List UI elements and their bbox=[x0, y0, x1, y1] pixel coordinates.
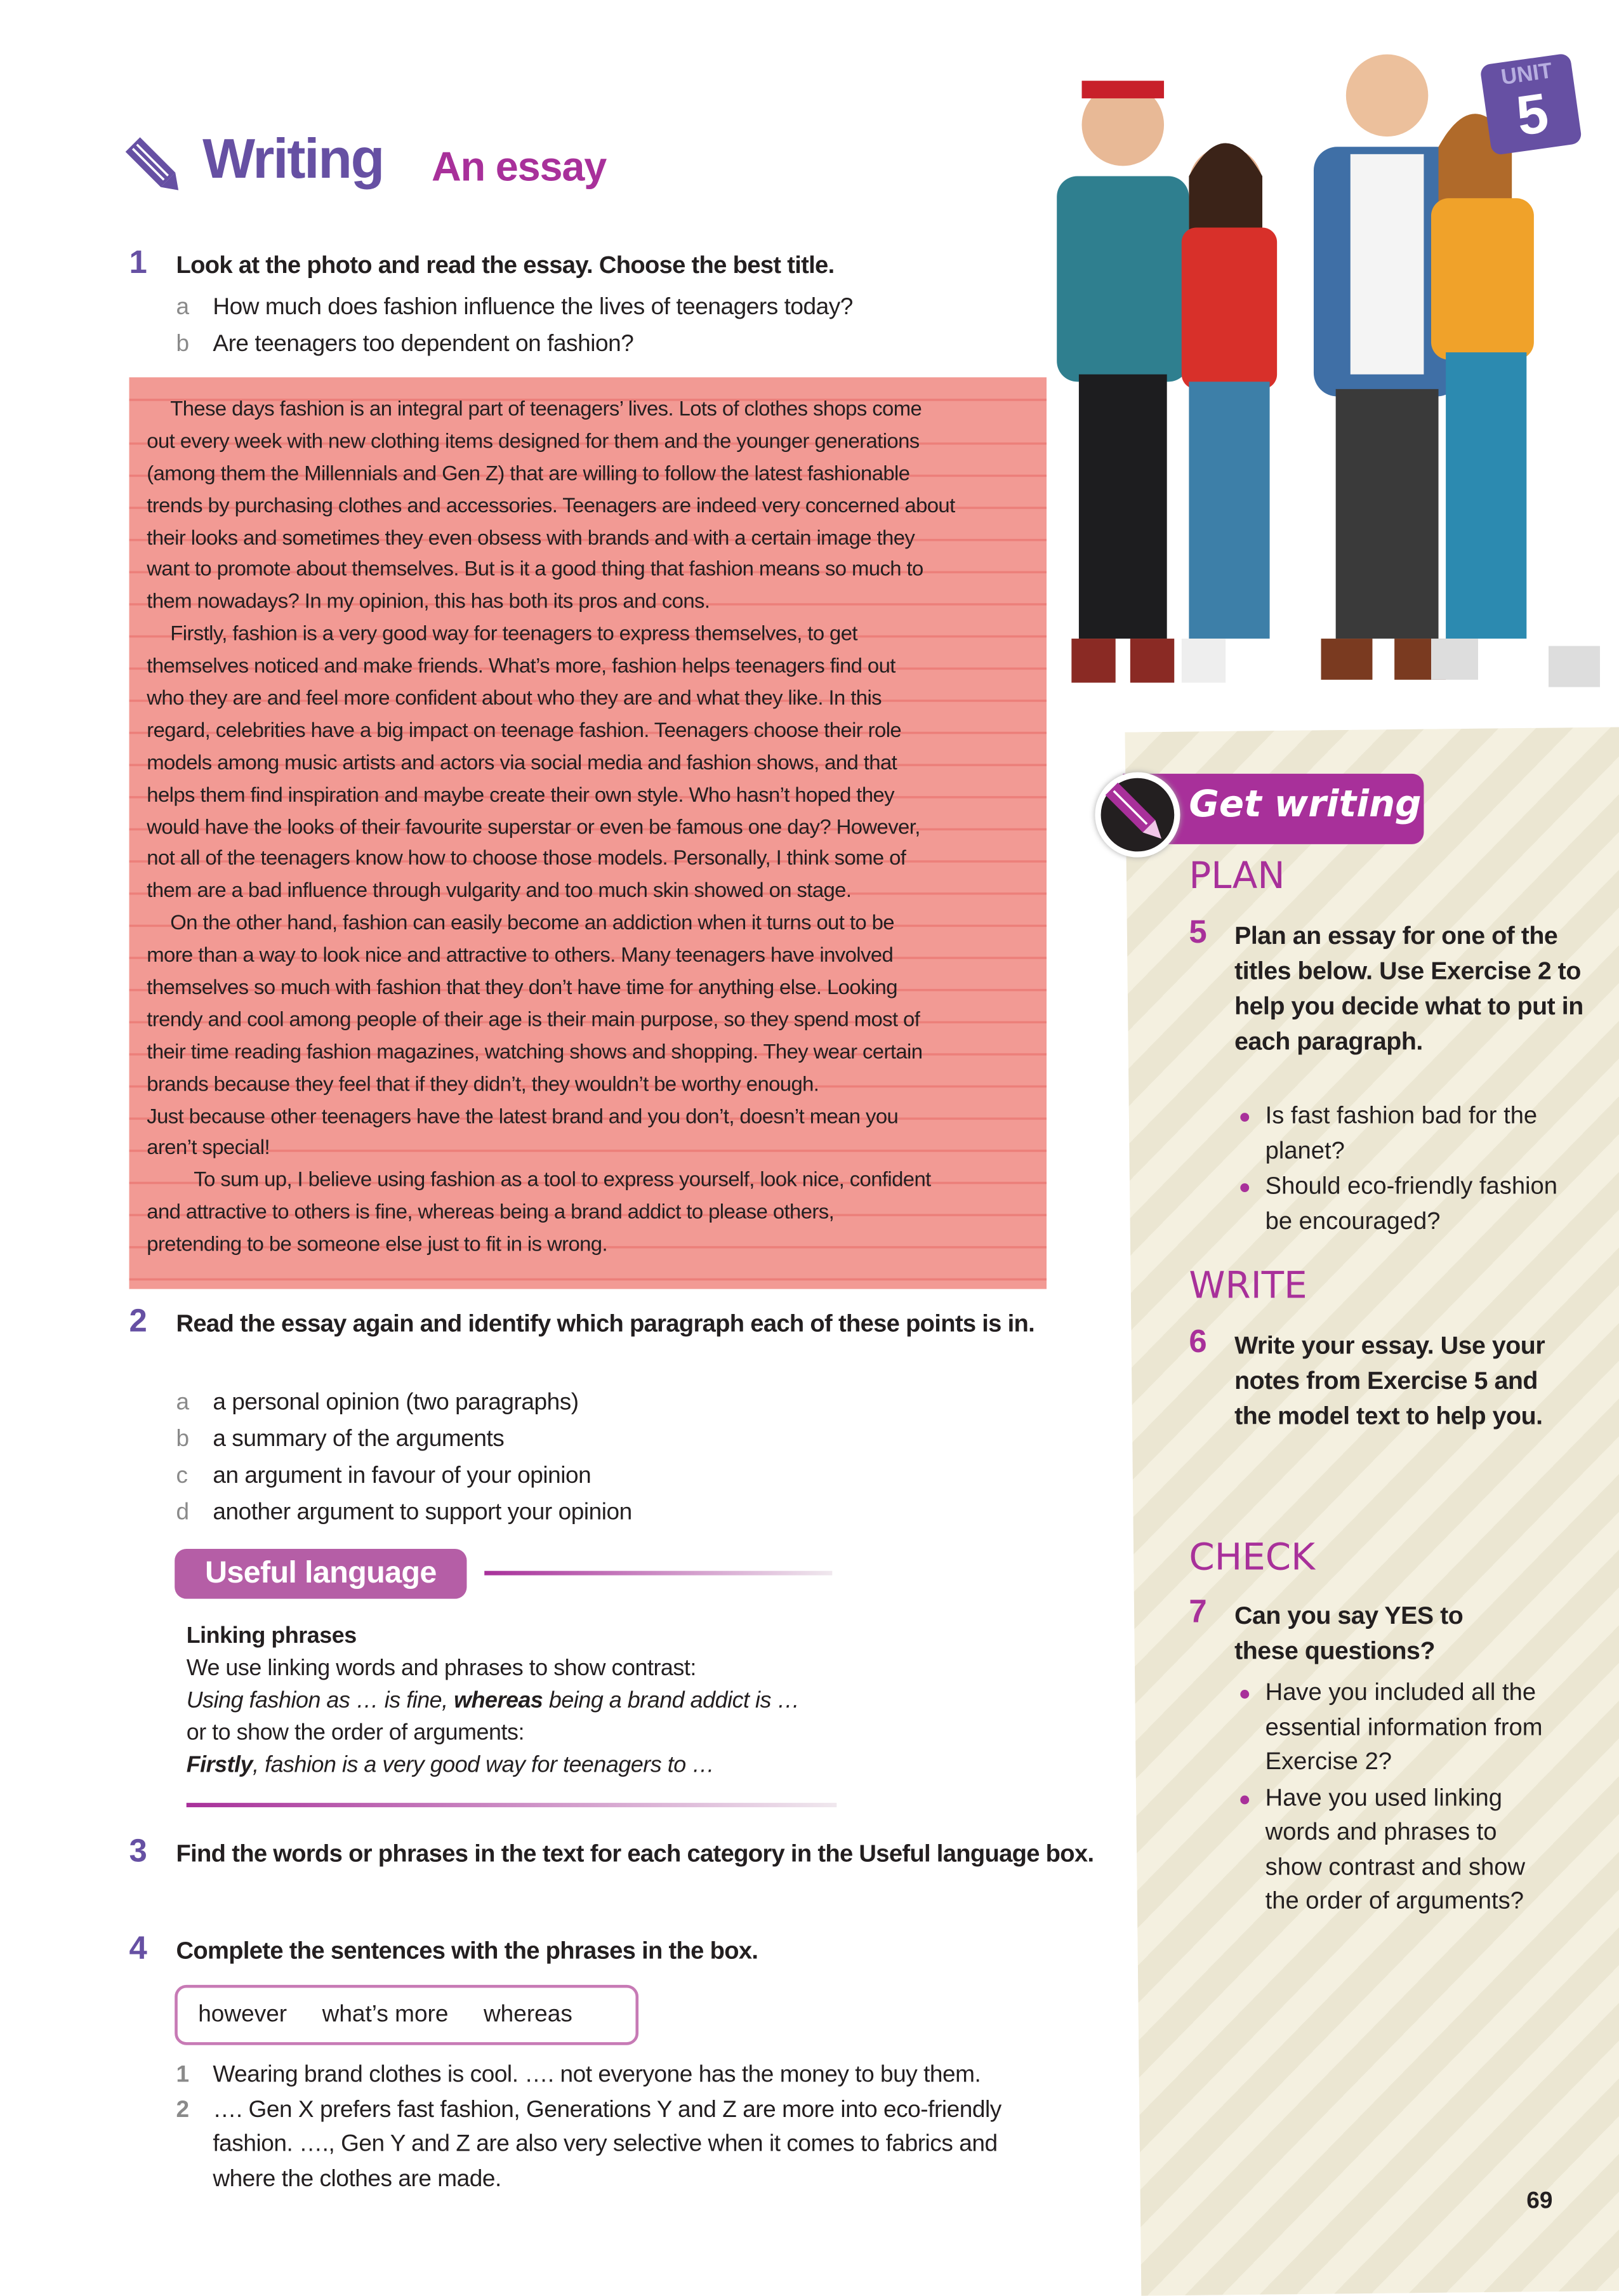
example-text: Using fashion as … is fine, bbox=[186, 1688, 454, 1714]
linking-phrases-box bbox=[187, 1621, 800, 1782]
unit-badge bbox=[1479, 53, 1582, 156]
essay-line: not all of the teenagers know how to choose those models. Personally, I think some of bbox=[147, 847, 906, 872]
essay-line: pretending to be someone else just to fit in is wrong. bbox=[147, 1233, 608, 1257]
word-box-item: whereas bbox=[483, 2002, 572, 2027]
write-heading: WRITE bbox=[1189, 1264, 1307, 1307]
essay-line: helps them find inspiration and maybe create their own style. Who hasn’t hoped they bbox=[147, 783, 895, 807]
essay-line: them are a bad influence through vulgarity and too much skin showed on stage. bbox=[147, 880, 852, 904]
useful-language-label: Useful language bbox=[175, 1549, 466, 1599]
essay-line: aren’t special! bbox=[147, 1137, 270, 1161]
person-4 bbox=[1431, 114, 1600, 687]
exercise-instruction: Can you say YES to these questions? bbox=[1234, 1602, 1464, 1665]
linking-example bbox=[187, 1750, 800, 1782]
option-text: an argument in favour of your opinion bbox=[213, 1463, 591, 1489]
bullet-item: Is fast fashion bad for the planet? bbox=[1240, 1099, 1570, 1169]
exercise-number: 4 bbox=[129, 1929, 147, 1966]
option-text: Are teenagers too dependent on fashion? bbox=[213, 331, 634, 357]
exercise-number: 2 bbox=[129, 1302, 147, 1339]
option-item bbox=[176, 1384, 632, 1421]
option-text: How much does fashion influence the lives of teenagers today? bbox=[213, 295, 853, 321]
option-letter: a bbox=[176, 295, 189, 321]
essay-line: who they are and feel more confident about who they are and what they like. In this bbox=[147, 687, 882, 711]
word-box bbox=[175, 1985, 638, 2045]
option-letter: a bbox=[176, 1390, 189, 1416]
get-writing-title: Get writing bbox=[1189, 782, 1422, 825]
unit-number: 5 bbox=[1512, 83, 1552, 149]
page-title: Writing bbox=[202, 129, 384, 191]
bullet-item: Have you included all the essential information from Exercise 2? bbox=[1240, 1676, 1556, 1780]
essay-line: themselves so much with fashion that they don’t have time for anything else. Looking bbox=[147, 976, 897, 1000]
option-list bbox=[176, 289, 853, 363]
exercise-number: 7 bbox=[1189, 1593, 1207, 1630]
pencil-icon bbox=[121, 132, 191, 202]
sentence-list bbox=[176, 2059, 1101, 2196]
exercise-number: 1 bbox=[129, 243, 147, 281]
example-keyword: Firstly bbox=[186, 1753, 253, 1778]
linking-text: We use linking words and phrases to show contrast: bbox=[186, 1656, 696, 1682]
page-subtitle: An essay bbox=[431, 143, 607, 190]
option-list bbox=[176, 1384, 632, 1531]
essay-line: On the other hand, fashion can easily become an addiction when it turns out to be bbox=[170, 912, 894, 936]
example-text: , fashion is a very good way for teenagers to … bbox=[253, 1753, 715, 1778]
option-item bbox=[176, 1494, 632, 1531]
option-item bbox=[176, 289, 853, 326]
example-keyword: whereas bbox=[454, 1688, 543, 1714]
essay-line: trends by purchasing clothes and accessories. Teenagers are indeed very concerned about bbox=[147, 494, 955, 518]
essay-line: them nowadays? In my opinion, this has both its pros and cons. bbox=[147, 590, 710, 614]
option-letter: b bbox=[176, 1427, 189, 1452]
essay-text-box bbox=[129, 377, 1047, 1289]
exercise-instruction: Write your essay. Use your notes from Exercise 5 and the model text to help you. bbox=[1234, 1331, 1545, 1430]
essay-line: brands because they feel that if they didn’t, they wouldn’t be worthy enough. bbox=[147, 1072, 819, 1096]
item-text: …. Gen X prefers fast fashion, Generations Y and Z are more into eco-friendly fashion. …., Gen Y and Z are also very selective when it comes to fabrics and where the clothes are made. bbox=[213, 2097, 1001, 2191]
check-heading: CHECK bbox=[1189, 1536, 1316, 1579]
essay-line: more than a way to look nice and attractive to others. Many teenagers have involved bbox=[147, 944, 894, 968]
example-text: being a brand addict is … bbox=[543, 1688, 800, 1714]
bullet-list bbox=[1240, 1676, 1556, 1921]
linking-text: or to show the order of arguments: bbox=[186, 1720, 524, 1746]
exercise-number: 5 bbox=[1189, 913, 1207, 950]
essay-line: trendy and cool among people of their age is their main purpose, so they spend most of bbox=[147, 1008, 920, 1032]
person-1 bbox=[1057, 81, 1189, 682]
essay-line: and attractive to others is fine, whereas being a brand addict to please others, bbox=[147, 1201, 835, 1225]
essay-line: (among them the Millennials and Gen Z) that are willing to follow the latest fashionable bbox=[147, 462, 910, 486]
exercise-number: 6 bbox=[1189, 1322, 1207, 1360]
divider bbox=[484, 1571, 832, 1576]
bullet-item: Should eco-friendly fashion be encouraged? bbox=[1240, 1170, 1570, 1239]
item-number: 1 bbox=[176, 2062, 189, 2088]
option-item bbox=[176, 1421, 632, 1458]
essay-line: their time reading fashion magazines, watching shows and shopping. They wear certain bbox=[147, 1040, 923, 1065]
essay-line: want to promote about themselves. But is it a good thing that fashion means so much to bbox=[147, 558, 923, 582]
essay-line: out every week with new clothing items designed for them and the younger generations bbox=[147, 430, 920, 454]
word-box-item: what’s more bbox=[322, 2002, 449, 2027]
person-2 bbox=[1182, 143, 1277, 682]
essay-line: Firstly, fashion is a very good way for teenagers to express themselves, to get bbox=[170, 623, 857, 647]
option-item bbox=[176, 1458, 632, 1495]
unit-label: UNIT bbox=[1499, 58, 1554, 91]
essay-line: themselves noticed and make friends. What’s more, fashion helps teenagers find out bbox=[147, 654, 895, 679]
option-text: another argument to support your opinion bbox=[213, 1500, 632, 1525]
option-text: a personal opinion (two paragraphs) bbox=[213, 1390, 579, 1416]
option-letter: d bbox=[176, 1500, 189, 1525]
essay-line: Just because other teenagers have the latest brand and you don’t, doesn’t mean you bbox=[147, 1105, 899, 1129]
exercise-instruction: Read the essay again and identify which paragraph each of these points is in. bbox=[176, 1311, 1035, 1337]
exercise-instruction: Complete the sentences with the phrases in the box. bbox=[176, 1937, 758, 1965]
option-letter: b bbox=[176, 331, 189, 357]
essay-lines bbox=[147, 395, 1034, 1263]
essay-line: their looks and sometimes they even obsess with brands and with a certain image they bbox=[147, 526, 915, 550]
sentence-item bbox=[176, 2059, 1101, 2093]
essay-line: regard, celebrities have a big impact on teenage fashion. Teenagers choose their role bbox=[147, 719, 902, 743]
essay-line: These days fashion is an integral part of teenagers’ lives. Lots of clothes shops come bbox=[170, 397, 922, 421]
option-letter: c bbox=[176, 1463, 188, 1489]
pencil-icon bbox=[1101, 778, 1175, 852]
pencil-circle-icon bbox=[1095, 773, 1180, 858]
linking-heading: Linking phrases bbox=[186, 1623, 357, 1649]
exercise-instruction: Look at the photo and read the essay. Choose the best title. bbox=[176, 252, 835, 279]
page-number: 69 bbox=[1526, 2189, 1553, 2214]
bullet-list bbox=[1240, 1099, 1570, 1240]
plan-heading: PLAN bbox=[1189, 854, 1285, 898]
option-item bbox=[176, 326, 853, 362]
divider bbox=[187, 1803, 837, 1807]
exercise-instruction: Find the words or phrases in the text for each category in the Useful language box. bbox=[176, 1841, 1094, 1868]
word-box-item: however bbox=[198, 2002, 287, 2027]
item-text: Wearing brand clothes is cool. …. not everyone has the money to buy them. bbox=[213, 2062, 981, 2088]
essay-line: would have the looks of their favourite superstar or even be famous one day? However, bbox=[147, 815, 920, 839]
option-text: a summary of the arguments bbox=[213, 1427, 505, 1452]
linking-example bbox=[187, 1685, 800, 1718]
essay-line: To sum up, I believe using fashion as a tool to express yourself, look nice, confident bbox=[194, 1169, 931, 1193]
exercise-number: 3 bbox=[129, 1832, 147, 1869]
essay-line: models among music artists and actors via social media and fashion shows, and that bbox=[147, 751, 897, 775]
bullet-item: Have you used linking words and phrases to show contrast and show the order of arguments? bbox=[1240, 1782, 1556, 1920]
item-number: 2 bbox=[176, 2097, 189, 2123]
exercise-instruction: Plan an essay for one of the titles below. Use Exercise 2 to help you decide what to put in each paragraph. bbox=[1234, 922, 1583, 1056]
sentence-item bbox=[176, 2093, 1101, 2196]
